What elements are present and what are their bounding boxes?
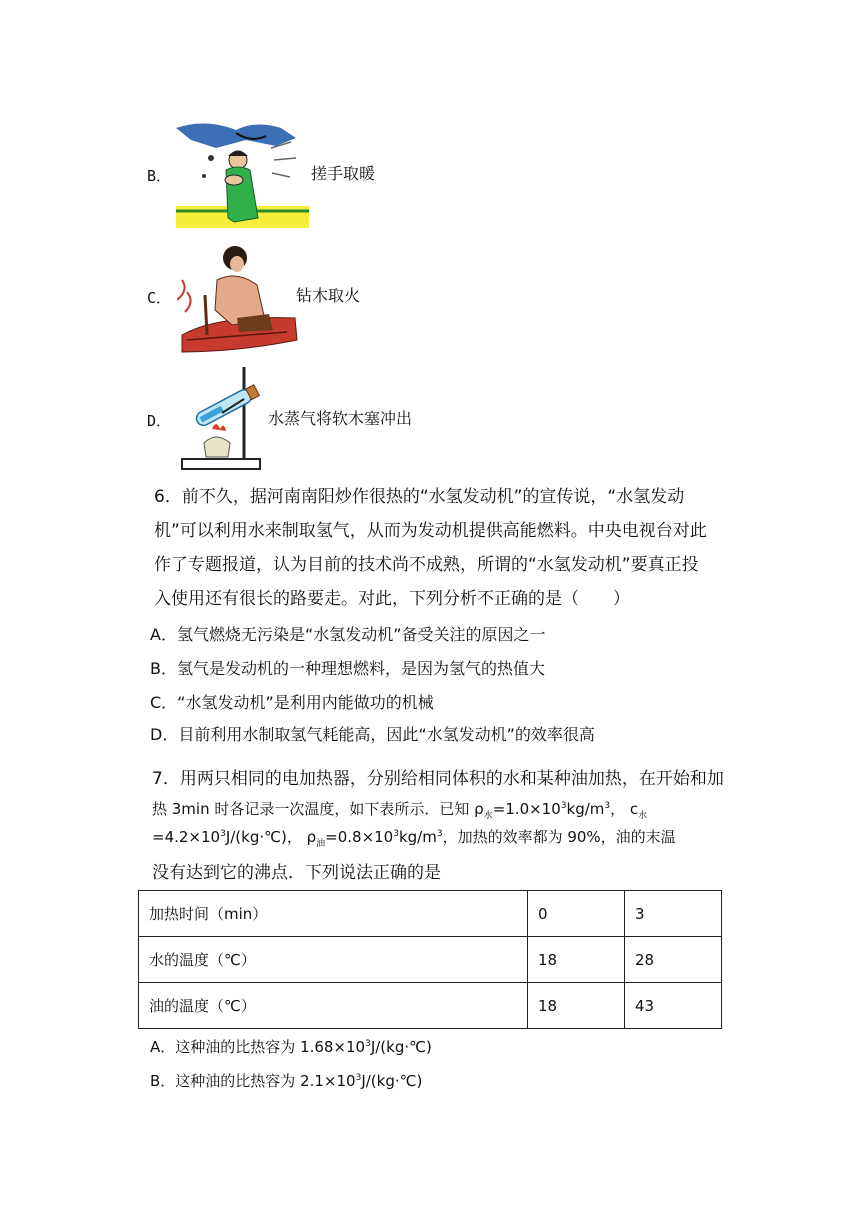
- q6-option-d: D．目前利用水制取氢气耗能高，因此“水氢发动机”的效率很高: [150, 725, 595, 744]
- q6-option-a: A．氢气燃烧无污染是“水氢发动机”备受关注的原因之一: [150, 625, 546, 644]
- option-b-caption: 搓手取暖: [311, 164, 376, 183]
- q6-option-b: B．氢气是发动机的一种理想燃料，是因为氢气的热值大: [150, 659, 545, 678]
- q7-line-4: 没有达到它的沸点．下列说法正确的是: [152, 863, 441, 883]
- table-row: [139, 983, 722, 1029]
- option-b-letter: B．: [147, 167, 172, 185]
- table-cell: 0: [528, 891, 625, 937]
- table-cell: 水的温度（℃）: [139, 937, 528, 983]
- option-c-caption: 钻木取火: [296, 286, 361, 305]
- table-cell: 3: [625, 891, 722, 937]
- option-d-caption: 水蒸气将软木塞冲出: [268, 409, 413, 428]
- table-cell: 加热时间（min）: [139, 891, 528, 937]
- q7-option-b: B．这种油的比热容为 $2.1\times 10^3J/(kg\cdot℃)$: [150, 1072, 423, 1090]
- rubbing-hands-image: [176, 118, 309, 228]
- table-cell: 28: [625, 937, 722, 983]
- table-cell: 18: [528, 937, 625, 983]
- option-d-letter: D．: [147, 412, 172, 430]
- option-c-letter: C．: [147, 289, 172, 307]
- table-row: [139, 937, 722, 983]
- table-cell: 43: [625, 983, 722, 1029]
- q7-line-3: $=4.2\times 10^3J/(kg\cdot℃)$， $\rho_油=0.8\times 10^3kg/m^3$，加热的效率都为 90%，油的末温: [152, 828, 676, 849]
- drilling-wood-fire-image: [177, 240, 299, 355]
- q7-option-a: A．这种油的比热容为 $1.68\times 10^3J/(kg\cdot℃)$: [150, 1038, 432, 1056]
- q7-line-2: 热 3min 时各记录一次温度，如下表所示．已知 $\rho_水=1.0\times 10^3kg/m^3$， $c_水$: [152, 800, 648, 821]
- steam-cork-experiment-image: [178, 363, 264, 473]
- q6-stem: 6．前不久，据河南南阳炒作很热的“水氢发动机”的宣传说，“水氢发动机”可以利用水来制取氢气，从而为发动机提供高能燃料。中央电视台对此作了专题报道，认为目前的技术尚不成熟，所谓的“水氢发动机”要真正投入使用还有很长的路要走。对此，下列分析不正确的是（ ）: [154, 487, 707, 609]
- table-row: [139, 891, 722, 937]
- table-cell: 油的温度（℃）: [139, 983, 528, 1029]
- q7-line-1: 7．用两只相同的电加热器，分别给相同体积的水和某种油加热，在开始和加: [152, 769, 724, 789]
- table-cell: 18: [528, 983, 625, 1029]
- temperature-table: [138, 890, 722, 1029]
- q6-option-c: C．“水氢发动机”是利用内能做功的机械: [150, 693, 434, 712]
